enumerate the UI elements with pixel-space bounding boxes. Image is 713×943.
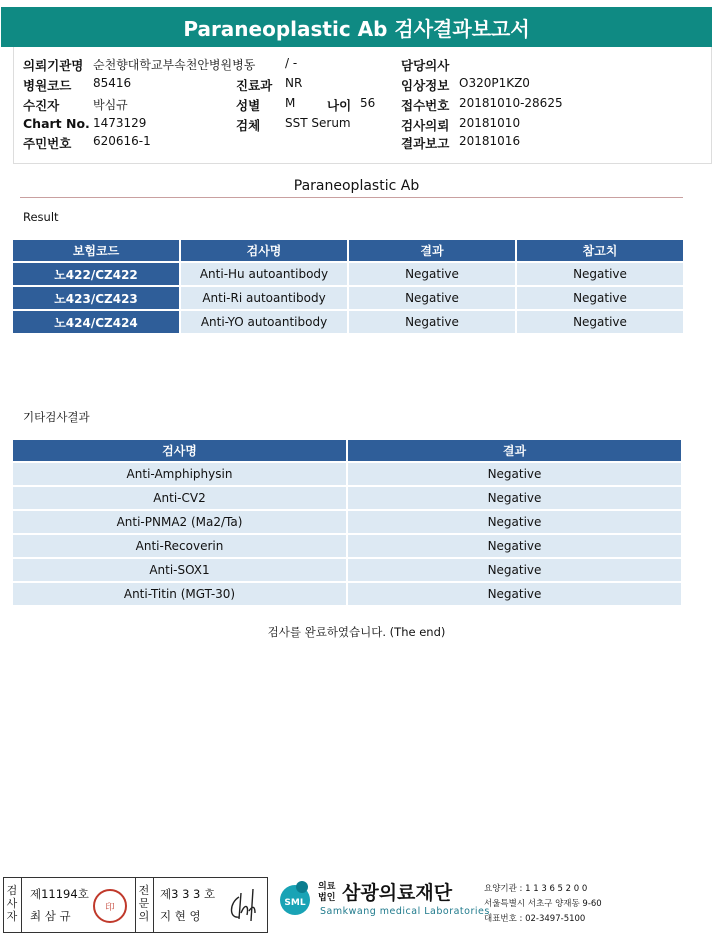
seal-text: 印 (105, 902, 115, 913)
result-label: Result (23, 210, 59, 224)
footer-divider (153, 878, 154, 932)
field-label-institution: 의뢰기관명 (23, 58, 84, 73)
specialist-name: 지 현 영 (160, 909, 201, 923)
field-label-request-date: 검사의뢰 (401, 118, 450, 133)
field-value-request-date: 20181010 (459, 116, 521, 130)
test-name: Anti-PNMA2 (Ma2/Ta) (13, 511, 346, 533)
corp-phone: 대표번호 : 02-3497-5100 (484, 914, 586, 924)
field-value-resident-no: 620616-1 (93, 134, 151, 148)
reference-value: Negative (517, 311, 683, 333)
table-row (13, 559, 681, 581)
header-result: 결과 (349, 240, 515, 261)
corp-type: 의료 법인 (318, 882, 336, 903)
test-name: Anti-Ri autoantibody (181, 287, 347, 309)
table-row (13, 287, 683, 309)
field-value-institution: 순천향대학교부속천안병원병동 (93, 58, 256, 72)
test-result: Negative (348, 559, 681, 581)
field-label-receipt-no: 접수번호 (401, 98, 450, 113)
header-result: 결과 (348, 440, 681, 461)
field-label-chart-no: Chart No. (23, 116, 90, 131)
result-table (11, 238, 685, 335)
test-result: Negative (348, 511, 681, 533)
tester-name: 최 삼 규 (30, 909, 71, 923)
field-value-receipt-no: 20181010-28625 (459, 96, 563, 110)
specialist-label (137, 884, 151, 923)
field-value-report-date: 20181016 (459, 134, 521, 148)
test-name: Anti-Amphiphysin (13, 463, 346, 485)
insurance-code: 노424/CZ424 (13, 311, 179, 333)
test-result: Negative (348, 535, 681, 557)
test-result: Negative (349, 287, 515, 309)
logo-text: SML (284, 898, 306, 908)
field-value-specimen: SST Serum (285, 116, 351, 130)
field-label-report-date: 결과보고 (401, 136, 450, 151)
field-label-hospital-code: 병원코드 (23, 78, 72, 93)
field-label-department: 진료과 (236, 78, 273, 93)
table-row (13, 535, 681, 557)
field-label-specimen: 검체 (236, 118, 261, 133)
table-row (13, 583, 681, 605)
header-test-name: 검사명 (181, 240, 347, 261)
footer-divider (21, 878, 22, 932)
test-name: Anti-CV2 (13, 487, 346, 509)
test-result: Negative (348, 463, 681, 485)
test-result: Negative (349, 263, 515, 285)
corp-name: 삼광의료재단 (342, 882, 453, 904)
test-name: Anti-YO autoantibody (181, 311, 347, 333)
field-value-chart-no: 1473129 (93, 116, 147, 130)
table-row (13, 263, 683, 285)
test-name: Anti-Titin (MGT-30) (13, 583, 346, 605)
field-value-hospital-code: 85416 (93, 76, 132, 90)
field-value-department: NR (285, 76, 303, 90)
reference-value: Negative (517, 287, 683, 309)
other-results-label: 기타검사결과 (23, 410, 90, 424)
table-row (13, 311, 683, 333)
section-divider (20, 197, 683, 198)
field-value-age: 56 (360, 96, 376, 110)
result-table-header (13, 240, 683, 261)
field-value-sex: M (285, 96, 296, 110)
test-result: Negative (349, 311, 515, 333)
test-name: Anti-Hu autoantibody (181, 263, 347, 285)
header-reference: 참고치 (517, 240, 683, 261)
test-result: Negative (348, 583, 681, 605)
seal-stamp (93, 889, 127, 923)
specialist-license-no: 제3 3 3 호 (160, 887, 216, 901)
tester-label (5, 884, 19, 923)
report-title: Paraneoplastic Ab 검사결과보고서 (1, 7, 712, 47)
header-test-name: 검사명 (13, 440, 346, 461)
corp-english-name: Samkwang medical Laboratories (320, 906, 490, 917)
test-name: Anti-Recoverin (13, 535, 346, 557)
test-name: Anti-SOX1 (13, 559, 346, 581)
table-row (13, 511, 681, 533)
insurance-code: 노423/CZ423 (13, 287, 179, 309)
field-label-physician: 담당의사 (401, 58, 450, 73)
tester-license-no: 제11194호 (30, 887, 89, 901)
header-insurance-code: 보험코드 (13, 240, 179, 261)
reference-value: Negative (517, 263, 683, 285)
end-note: 검사를 완료하였습니다. (The end) (267, 625, 446, 639)
section-title: Paraneoplastic Ab (293, 178, 420, 194)
specialist-label-text: 전문의 (138, 884, 150, 923)
insurance-code: 노422/CZ422 (13, 263, 179, 285)
institution-code: 요양기관 : 1 1 3 6 5 2 0 0 (484, 884, 588, 894)
table-row (13, 487, 681, 509)
table-row (13, 463, 681, 485)
corp-address: 서울특별시 서초구 양재동 9-60 (484, 899, 602, 909)
field-label-patient: 수진자 (23, 98, 60, 113)
field-label-resident-no: 주민번호 (23, 136, 72, 151)
field-value-patient: 박심규 (93, 98, 128, 112)
signature-image (225, 885, 263, 925)
field-label-age: 나이 (327, 98, 352, 113)
tester-label-text: 검사자 (6, 884, 18, 923)
field-label-clinical-info: 임상정보 (401, 78, 450, 93)
other-table-header (13, 440, 681, 461)
sml-logo-icon (275, 878, 315, 918)
field-label-sex: 성별 (236, 98, 261, 113)
test-result: Negative (348, 487, 681, 509)
field-value-ward: / - (285, 56, 298, 70)
field-value-clinical-info: O320P1KZ0 (459, 76, 530, 90)
footer-divider (135, 878, 136, 932)
other-results-table (11, 438, 683, 607)
